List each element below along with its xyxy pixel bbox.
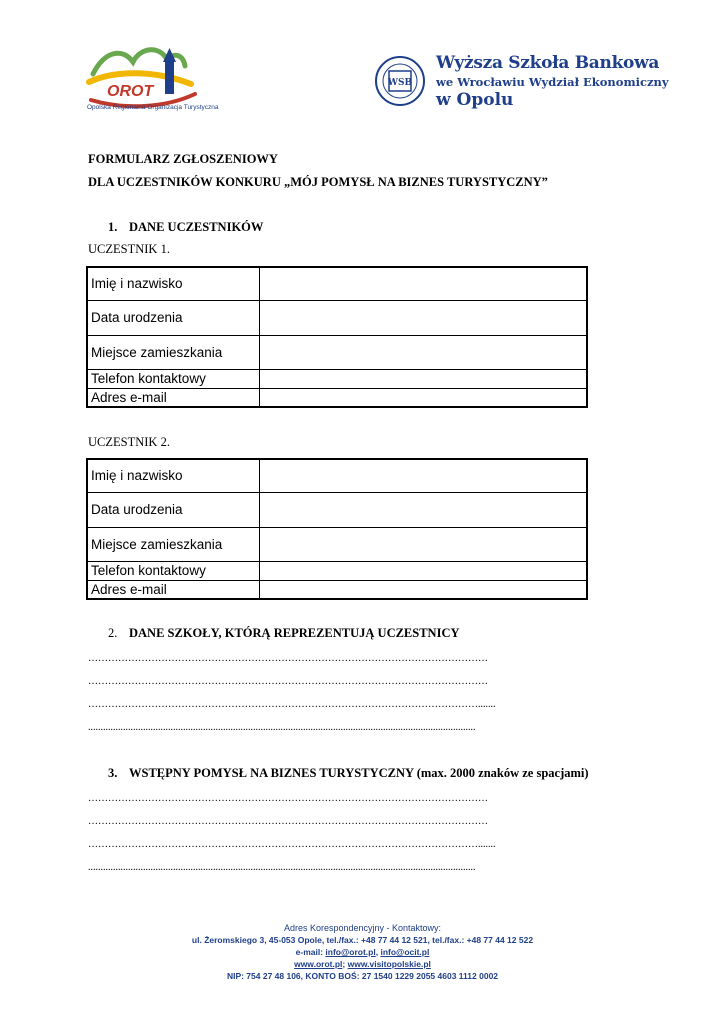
input-cell-email[interactable]: [260, 580, 588, 599]
orot-logo-text: OROT: [107, 83, 154, 100]
section-1-title: DANE UCZESTNIKÓW: [129, 220, 264, 234]
section-3-note: (max. 2000 znaków ze spacjami): [416, 766, 589, 780]
email-link-ocit[interactable]: info@ocit.pl: [380, 947, 430, 957]
section-2-title: DANE SZKOŁY, KTÓRĄ REPREZENTUJĄ UCZESTNICY: [129, 626, 460, 640]
row-label-name: Imię i nazwisko: [87, 267, 260, 300]
wsb-name-line1: Wyższa Szkoła Bankowa: [436, 53, 660, 73]
row-label-residence: Miejsce zamieszkania: [87, 335, 260, 369]
footer-web-sep: ;: [342, 959, 348, 969]
input-cell-phone[interactable]: [260, 561, 588, 580]
input-cell-residence[interactable]: [260, 335, 588, 369]
web-link-orot[interactable]: www.orot.pl: [294, 959, 343, 969]
table-row: [87, 388, 587, 407]
input-cell-birthdate[interactable]: [260, 300, 588, 335]
school-fill-line-1[interactable]: …………………………………………………………………………………………………………: [88, 653, 488, 664]
table-row: [87, 492, 587, 527]
participant-2-label: UCZESTNIK 2.: [88, 435, 170, 449]
idea-fill-line-3[interactable]: ……………………………………………………………………………………………………….......: [88, 839, 496, 850]
table-row: [87, 561, 587, 580]
footer-address: ul. Żeromskiego 3, 45-053 Opole, tel./fax.: +48 77 44 12 521, tel./fax.: +48 77 44 12 522: [191, 935, 534, 945]
section-3-title: WSTĘPNY POMYSŁ NA BIZNES TURYSTYCZNY: [129, 766, 414, 780]
input-cell-phone[interactable]: [260, 369, 588, 388]
wsb-seal-icon: [374, 55, 426, 107]
school-fill-line-3[interactable]: ……………………………………………………………………………………………………….......: [88, 699, 496, 710]
table-row: [87, 527, 587, 561]
footer-email-prefix: e-mail:: [295, 947, 326, 957]
footer-address-heading: Adres Korespondencyjny - Kontaktowy:: [283, 923, 442, 933]
section-2-number: 2.: [108, 626, 118, 640]
input-cell-birthdate[interactable]: [260, 492, 588, 527]
email-link-orot[interactable]: info@orot.pl: [325, 947, 376, 957]
input-cell-name[interactable]: [260, 267, 588, 300]
section-1-number: 1.: [108, 220, 118, 234]
wsb-name-line2: we Wrocławiu Wydział Ekonomiczny: [436, 75, 669, 89]
school-fill-line-4[interactable]: ...........................................................................................................................................................: [88, 722, 476, 733]
footer-tax-account: NIP: 754 27 48 106, KONTO BOŚ: 27 1540 1229 2055 4603 1112 0002: [226, 971, 499, 981]
footer-email-sep: ,: [375, 947, 381, 957]
form-subtitle: DLA UCZESTNIKÓW KONKURU „MÓJ POMYSŁ NA BIZNES TURYSTYCZNY”: [88, 175, 548, 189]
input-cell-residence[interactable]: [260, 527, 588, 561]
input-cell-name[interactable]: [260, 459, 588, 492]
orot-caption: Opolska Regionalna Organizacja Turystyczna: [87, 104, 219, 111]
school-fill-line-2[interactable]: …………………………………………………………………………………………………………: [88, 676, 488, 687]
row-label-birthdate: Data urodzenia: [87, 492, 260, 527]
footer: [0, 922, 725, 982]
participant-1-table: [86, 266, 588, 408]
section-2-heading: [108, 626, 460, 641]
form-title: FORMULARZ ZGŁOSZENIOWY: [88, 152, 278, 166]
row-label-birthdate: Data urodzenia: [87, 300, 260, 335]
table-row: [87, 300, 587, 335]
row-label-name: Imię i nazwisko: [87, 459, 260, 492]
table-row: [87, 267, 587, 300]
idea-fill-line-1[interactable]: …………………………………………………………………………………………………………: [88, 793, 488, 804]
row-label-phone: Telefon kontaktowy: [87, 369, 260, 388]
section-1-heading: [108, 220, 263, 235]
wsb-seal-text: WSB: [387, 78, 413, 88]
section-3-heading: [108, 766, 589, 781]
row-label-phone: Telefon kontaktowy: [87, 561, 260, 580]
participant-2-table: [86, 458, 588, 600]
web-link-visitopolskie[interactable]: www.visitopolskie.pl: [347, 959, 431, 969]
idea-fill-line-2[interactable]: …………………………………………………………………………………………………………: [88, 816, 488, 827]
wsb-name-block: [436, 52, 669, 110]
footer-web-row: [0, 958, 725, 970]
section-3-number: 3.: [108, 766, 118, 780]
table-row: [87, 335, 587, 369]
wsb-name-line3: w Opolu: [436, 90, 514, 110]
footer-email-row: [0, 946, 725, 958]
row-label-residence: Miejsce zamieszkania: [87, 527, 260, 561]
input-cell-email[interactable]: [260, 388, 588, 407]
idea-fill-line-4[interactable]: ...........................................................................................................................................................: [88, 862, 476, 873]
row-label-email: Adres e-mail: [87, 580, 260, 599]
table-row: [87, 580, 587, 599]
row-label-email: Adres e-mail: [87, 388, 260, 407]
table-row: [87, 369, 587, 388]
participant-1-label: UCZESTNIK 1.: [88, 242, 170, 256]
table-row: [87, 459, 587, 492]
